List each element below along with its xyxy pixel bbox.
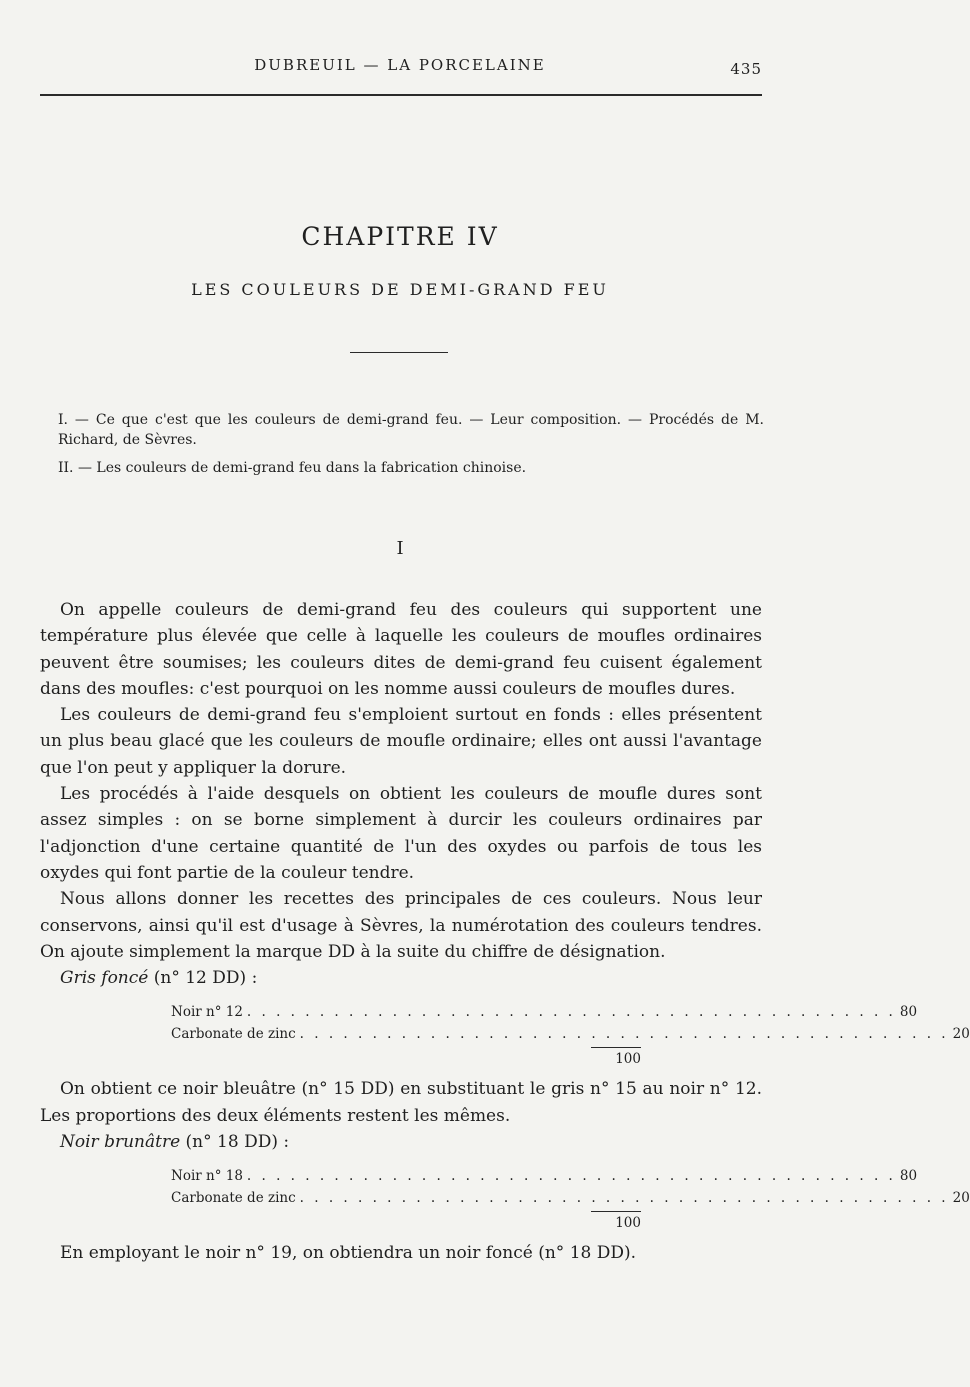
running-head: DUBREUIL — LA PORCELAINE <box>254 56 546 74</box>
recipe-heading-code: (n° 12 DD) : <box>153 968 258 989</box>
recipe-heading-name: Gris foncé <box>60 968 149 989</box>
recipe-total: 100 <box>615 1215 641 1232</box>
recipe-table <box>171 1165 970 1234</box>
section-divider <box>350 352 448 353</box>
recipe-row: Noir n° 18 . . . . . . . . . . . . . . . . . . . . . . . . . . . . . . . . . . . . . . . . . . . . . 80 <box>171 1165 641 1187</box>
recipe-row: Carbonate de zinc . . . . . . . . . . . . . . . . . . . . . . . . . . . . . . . . . . . . . . . . . . . . . 20 <box>171 1023 641 1045</box>
summary-item: I. — Ce que c'est que les couleurs de demi-grand feu. — Leur composition. — Procédés de M. Richard, de Sèvres. <box>58 412 764 448</box>
recipe-heading <box>40 965 762 991</box>
paragraph: Les procédés à l'aide desquels on obtient les couleurs de moufle dures sont assez simples : on se borne simplement à durcir les couleurs ordinaires par l'adjonction d'une certaine quantité de l'un des oxydes ou parfois de tous les oxydes qui font partie de la couleur tendre. <box>40 784 762 883</box>
ingredient-value: 80 <box>899 1168 918 1185</box>
ingredient-value: 20 <box>952 1026 970 1043</box>
page-number: 435 <box>730 60 762 78</box>
recipe-table <box>171 1001 970 1070</box>
section-numeral: I <box>396 538 404 559</box>
paragraph: On appelle couleurs de demi-grand feu des couleurs qui supportent une température plus élevée que celle à laquelle les couleurs de moufles ordinaires peuvent être soumises; les couleurs dites de demi-grand feu cuisent également dans des moufles: c'est pourquoi on les nomme aussi couleurs de moufles dures. <box>40 600 762 699</box>
chapter-summary <box>58 410 764 486</box>
header-rule <box>40 94 762 96</box>
paragraph: Nous allons donner les recettes des principales de ces couleurs. Nous leur conservons, ainsi qu'il est d'usage à Sèvres, la numérotation des couleurs tendres. On ajoute simplement la marque DD à la suite du chiffre de désignation. <box>40 889 762 962</box>
ingredient-name: Carbonate de zinc <box>171 1190 296 1207</box>
summary-item: II. — Les couleurs de demi-grand feu dans la fabrication chinoise. <box>58 460 527 476</box>
ingredient-value: 20 <box>952 1190 970 1207</box>
recipe-heading-code: (n° 18 DD) : <box>185 1132 290 1153</box>
ingredient-value: 80 <box>899 1004 918 1021</box>
ingredient-name: Carbonate de zinc <box>171 1026 296 1043</box>
recipe-heading <box>40 1129 762 1155</box>
ingredient-name: Noir n° 18 <box>171 1168 243 1185</box>
chapter-title: CHAPITRE IV <box>301 222 499 251</box>
recipe-row: Noir n° 12 . . . . . . . . . . . . . . . . . . . . . . . . . . . . . . . . . . . . . . . . . . . . . 80 <box>171 1001 641 1023</box>
recipe-heading-name: Noir brunâtre <box>60 1132 181 1153</box>
recipe-total: 100 <box>615 1051 641 1068</box>
paragraph: On obtient ce noir bleuâtre (n° 15 DD) en substituant le gris n° 15 au noir n° 12. Les proportions des deux éléments restent les mêmes. <box>40 1079 762 1126</box>
paragraph: Les couleurs de demi-grand feu s'emploient surtout en fonds : elles présentent un plus beau glacé que les couleurs de moufle ordinaire; elles ont aussi l'avantage que l'on peut y appliquer la dorure. <box>40 705 762 778</box>
recipe-row: Carbonate de zinc . . . . . . . . . . . . . . . . . . . . . . . . . . . . . . . . . . . . . . . . . . . . . 20 <box>171 1187 641 1209</box>
ingredient-name: Noir n° 12 <box>171 1004 243 1021</box>
paragraph: En employant le noir n° 19, on obtiendra un noir foncé (n° 18 DD). <box>60 1243 637 1264</box>
chapter-subtitle: LES COULEURS DE DEMI-GRAND FEU <box>191 280 609 299</box>
body-text <box>40 597 970 1267</box>
